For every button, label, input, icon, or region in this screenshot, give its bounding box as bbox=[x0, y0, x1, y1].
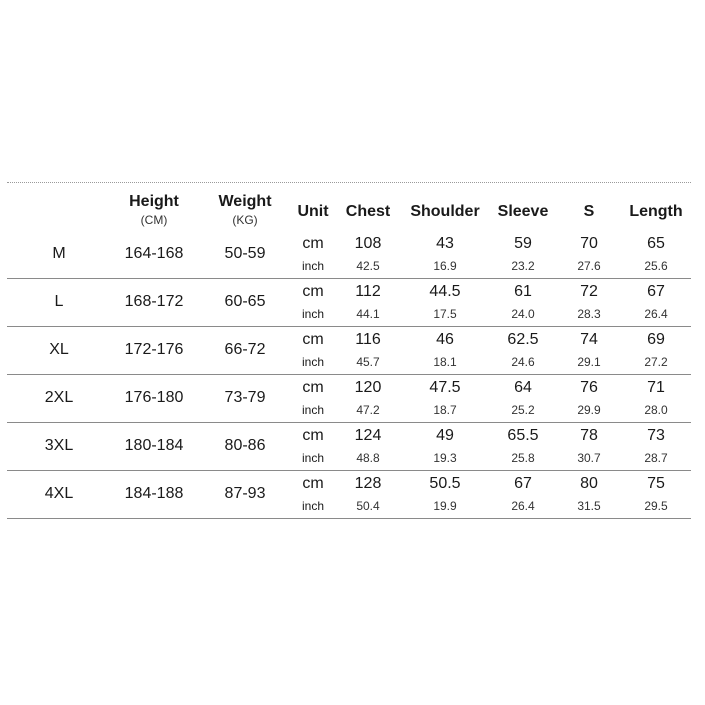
s-cm-value: 78 bbox=[580, 427, 598, 444]
header-weight: Weight bbox=[218, 193, 272, 210]
weight-range: 80-86 bbox=[224, 437, 266, 454]
size-label: L bbox=[54, 293, 64, 310]
header-weight-unit: (KG) bbox=[232, 213, 258, 227]
size-label: 3XL bbox=[44, 437, 74, 454]
weight-range: 87-93 bbox=[224, 485, 266, 502]
unit-cm-label: cm bbox=[302, 475, 324, 492]
sleeve-inch-value: 25.8 bbox=[511, 451, 535, 465]
chest-inch-value: 42.5 bbox=[356, 259, 380, 273]
unit-cm-label: cm bbox=[302, 331, 324, 348]
s-inch-value: 30.7 bbox=[577, 451, 601, 465]
size-chart bbox=[7, 182, 691, 519]
length-cm-value: 75 bbox=[647, 475, 665, 492]
chest-inch-value: 45.7 bbox=[356, 355, 380, 369]
unit-inch-label: inch bbox=[301, 307, 325, 321]
table-row bbox=[7, 231, 691, 279]
length-cm-value: 71 bbox=[647, 379, 665, 396]
sleeve-inch-value: 24.0 bbox=[511, 307, 535, 321]
height-range: 172-176 bbox=[124, 341, 184, 358]
chest-cm-value: 128 bbox=[354, 475, 382, 492]
header-length: Length bbox=[629, 203, 683, 220]
chest-cm-value: 116 bbox=[355, 331, 381, 348]
length-cm-value: 65 bbox=[647, 235, 665, 252]
sleeve-inch-value: 24.6 bbox=[511, 355, 535, 369]
table-row bbox=[7, 471, 691, 519]
chest-cm-value: 120 bbox=[354, 379, 382, 396]
chest-cm-value: 124 bbox=[354, 427, 382, 444]
table-row bbox=[7, 423, 691, 471]
shoulder-inch-value: 18.7 bbox=[433, 403, 457, 417]
shoulder-cm-value: 46 bbox=[436, 331, 454, 348]
unit-inch-label: inch bbox=[301, 355, 325, 369]
unit-inch-label: inch bbox=[301, 259, 325, 273]
chest-inch-value: 50.4 bbox=[356, 499, 380, 513]
header-height: Height bbox=[129, 193, 179, 210]
sleeve-cm-value: 67 bbox=[514, 475, 532, 492]
shoulder-inch-value: 16.9 bbox=[433, 259, 457, 273]
header-chest: Chest bbox=[345, 203, 391, 220]
s-cm-value: 72 bbox=[580, 283, 598, 300]
size-label: M bbox=[52, 245, 66, 262]
s-inch-value: 31.5 bbox=[577, 499, 601, 513]
shoulder-cm-value: 47.5 bbox=[429, 379, 461, 396]
weight-range: 66-72 bbox=[224, 341, 266, 358]
sleeve-inch-value: 26.4 bbox=[511, 499, 535, 513]
sleeve-cm-value: 62.5 bbox=[507, 331, 539, 348]
header-sleeve: Sleeve bbox=[497, 203, 549, 220]
s-inch-value: 29.1 bbox=[577, 355, 601, 369]
length-inch-value: 28.7 bbox=[644, 451, 668, 465]
weight-range: 73-79 bbox=[224, 389, 266, 406]
s-cm-value: 76 bbox=[580, 379, 598, 396]
unit-cm-label: cm bbox=[302, 379, 324, 396]
shoulder-cm-value: 44.5 bbox=[429, 283, 461, 300]
height-range: 180-184 bbox=[124, 437, 184, 454]
unit-inch-label: inch bbox=[301, 499, 325, 513]
length-cm-value: 67 bbox=[647, 283, 665, 300]
header-s: S bbox=[583, 203, 595, 220]
shoulder-inch-value: 19.9 bbox=[433, 499, 457, 513]
sleeve-cm-value: 59 bbox=[514, 235, 532, 252]
s-inch-value: 28.3 bbox=[577, 307, 601, 321]
s-cm-value: 80 bbox=[580, 475, 598, 492]
length-inch-value: 26.4 bbox=[644, 307, 668, 321]
table-row bbox=[7, 279, 691, 327]
height-range: 176-180 bbox=[124, 389, 184, 406]
weight-range: 60-65 bbox=[224, 293, 266, 310]
unit-cm-label: cm bbox=[302, 235, 324, 252]
size-rows bbox=[7, 231, 691, 519]
chest-cm-value: 112 bbox=[355, 283, 381, 300]
height-range: 168-172 bbox=[124, 293, 184, 310]
header-row bbox=[7, 183, 691, 231]
unit-inch-label: inch bbox=[301, 451, 325, 465]
length-inch-value: 27.2 bbox=[644, 355, 668, 369]
length-inch-value: 25.6 bbox=[644, 259, 668, 273]
size-label: XL bbox=[49, 341, 69, 358]
shoulder-inch-value: 18.1 bbox=[433, 355, 457, 369]
sleeve-cm-value: 64 bbox=[514, 379, 532, 396]
table-row bbox=[7, 375, 691, 423]
unit-cm-label: cm bbox=[302, 427, 324, 444]
shoulder-cm-value: 43 bbox=[436, 235, 454, 252]
height-range: 184-188 bbox=[124, 485, 184, 502]
length-cm-value: 73 bbox=[647, 427, 665, 444]
chest-inch-value: 47.2 bbox=[356, 403, 380, 417]
chest-inch-value: 48.8 bbox=[356, 451, 380, 465]
chest-cm-value: 108 bbox=[354, 235, 382, 252]
length-inch-value: 28.0 bbox=[644, 403, 668, 417]
height-range: 164-168 bbox=[124, 245, 184, 262]
length-cm-value: 69 bbox=[647, 331, 665, 348]
unit-cm-label: cm bbox=[302, 283, 324, 300]
shoulder-cm-value: 49 bbox=[436, 427, 454, 444]
s-cm-value: 70 bbox=[580, 235, 598, 252]
s-inch-value: 27.6 bbox=[577, 259, 601, 273]
header-shoulder: Shoulder bbox=[410, 203, 480, 220]
table-row bbox=[7, 327, 691, 375]
s-inch-value: 29.9 bbox=[577, 403, 601, 417]
size-label: 4XL bbox=[44, 485, 74, 502]
shoulder-inch-value: 19.3 bbox=[433, 451, 457, 465]
length-inch-value: 29.5 bbox=[644, 499, 668, 513]
unit-inch-label: inch bbox=[301, 403, 325, 417]
sleeve-inch-value: 25.2 bbox=[511, 403, 535, 417]
weight-range: 50-59 bbox=[224, 245, 266, 262]
header-unit: Unit bbox=[297, 203, 329, 220]
shoulder-inch-value: 17.5 bbox=[433, 307, 457, 321]
chest-inch-value: 44.1 bbox=[356, 307, 380, 321]
s-cm-value: 74 bbox=[580, 331, 598, 348]
header-height-unit: (CM) bbox=[140, 213, 168, 227]
sleeve-inch-value: 23.2 bbox=[511, 259, 535, 273]
shoulder-cm-value: 50.5 bbox=[429, 475, 461, 492]
sleeve-cm-value: 65.5 bbox=[507, 427, 539, 444]
sleeve-cm-value: 61 bbox=[514, 283, 532, 300]
size-label: 2XL bbox=[44, 389, 74, 406]
